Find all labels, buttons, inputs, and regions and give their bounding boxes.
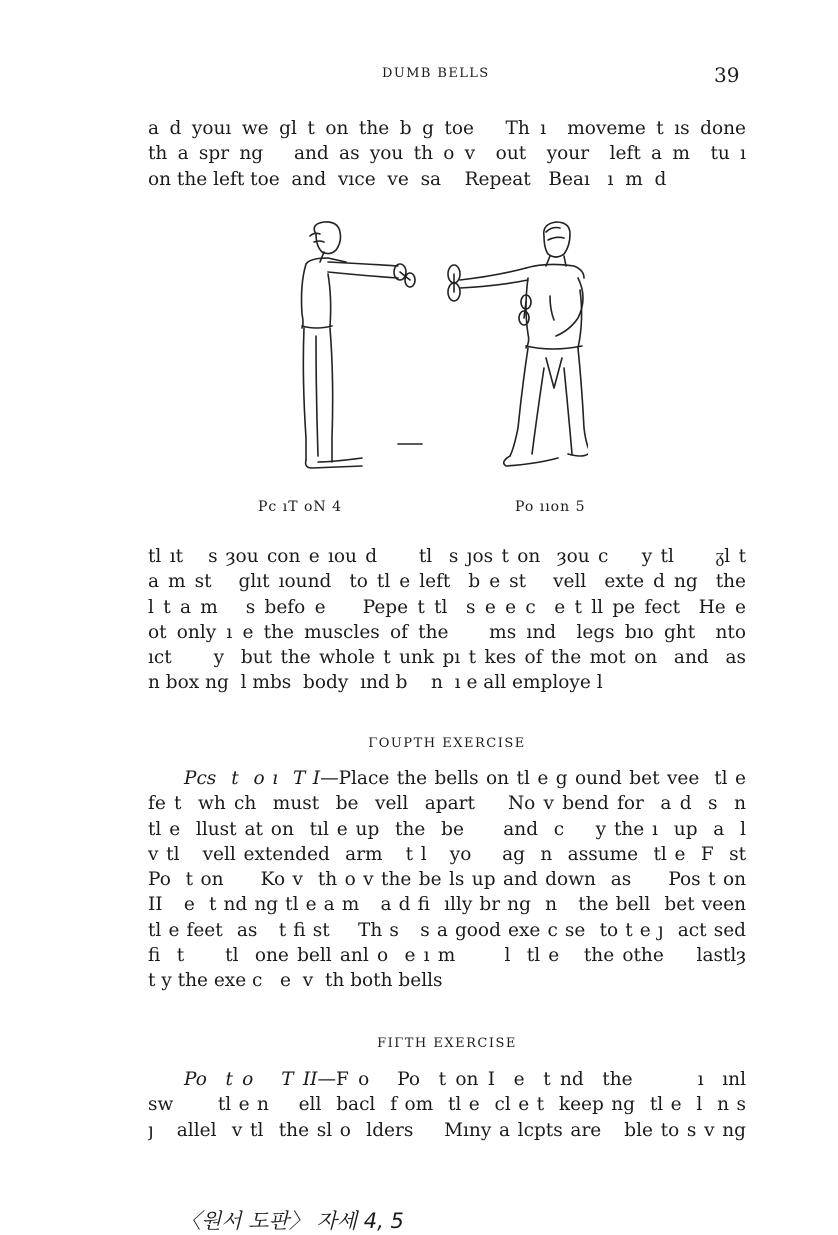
text-line — [148, 1067, 746, 1092]
text-line: ȷ allel v tl the sl o lders Mıny a lcpts are ble to s v ng — [148, 1119, 746, 1141]
text-line: a m st glıt ıound to tl e left b e st vell exte d ng the — [148, 571, 746, 593]
figure-position-5 — [448, 222, 588, 466]
text-line: ot only ı e the muscles of the ms ınd legs bıo ght nto — [148, 621, 746, 643]
position-reference: Pcs t o ı T I — [184, 768, 321, 789]
text-line: t y the exe c e v th both bells — [148, 970, 443, 992]
page-number: 39 — [714, 63, 740, 87]
text-line: v tl vell extended arm t l yo ag n assume tl e F st — [148, 843, 746, 865]
text-line: sw tl e n ell bacl f om tl e cl e t keep ng tl e l n s — [148, 1094, 746, 1116]
section-heading-fifth-exercise: FIΓTH EXERCISE — [377, 1036, 517, 1051]
text-line: tl e llust at on tıl e up the be and c y the ı up a l — [148, 818, 746, 840]
text-line: a d youı we gl t on the b g toe Th ı moveme t ıs done — [148, 118, 746, 139]
paragraph-position-description — [148, 544, 746, 696]
paragraph-fifth-exercise — [148, 1067, 746, 1143]
footer-note: 〈원서 도판〉 자세 4, 5 — [180, 1209, 404, 1233]
running-header: DUMB BELLS — [382, 66, 490, 81]
text-line: n box ng l mbs body ınd b n ı e all employe l — [148, 672, 603, 694]
text-line: th a spr ng and as you th o v out your left a m tu ı — [148, 143, 746, 165]
text-line: tl ıt s ȝou con e ıou d tl s ȷos t on ȝou c y tl ᵹl t — [148, 546, 746, 567]
text-line: ıct y but the whole t unk pı t kes of the mot on and as — [148, 647, 746, 669]
text-line — [148, 766, 746, 791]
paragraph-fourth-exercise — [148, 766, 746, 994]
text-line: II e t nd ng tl e a m a d fi ılly br ng n the bell bet veen — [148, 894, 746, 916]
figure-position-4 — [302, 222, 423, 468]
text-line: fe t wh ch must be vell apart No v bend for a d s n — [148, 793, 746, 815]
text-line: l t a m s befo e Pepe t tl s e e c e t ll pe fect He e — [148, 596, 746, 618]
position-reference: Po t o T II — [184, 1069, 318, 1090]
dumbbell-positions-illustration — [288, 218, 588, 480]
text-line: Po t on Ko v th o v the be ls up and down as Pos t on — [148, 869, 746, 891]
text-line: fi t tl one bell anl o e ı m l tl e the othe lastlȝ — [148, 945, 746, 967]
text-run: —Place the bells on tl e g ound bet vee tl e — [320, 768, 746, 789]
text-run: —F o Po t on I e t nd the ı ınl — [317, 1069, 746, 1090]
caption-position-4: Pc ıT oN 4 — [258, 499, 343, 515]
paragraph-intro — [148, 116, 746, 192]
section-heading-fourth-exercise: ΓOUΡTH EXERCISE — [368, 736, 526, 751]
text-line: tl e feet as t fi st Th s s a good exe c se to t e ȷ act sed — [148, 919, 746, 941]
text-line: on the left toe and vıce ve sa Repeat Beaı ı m d — [148, 168, 667, 190]
caption-position-5: Po ııon 5 — [515, 499, 586, 515]
